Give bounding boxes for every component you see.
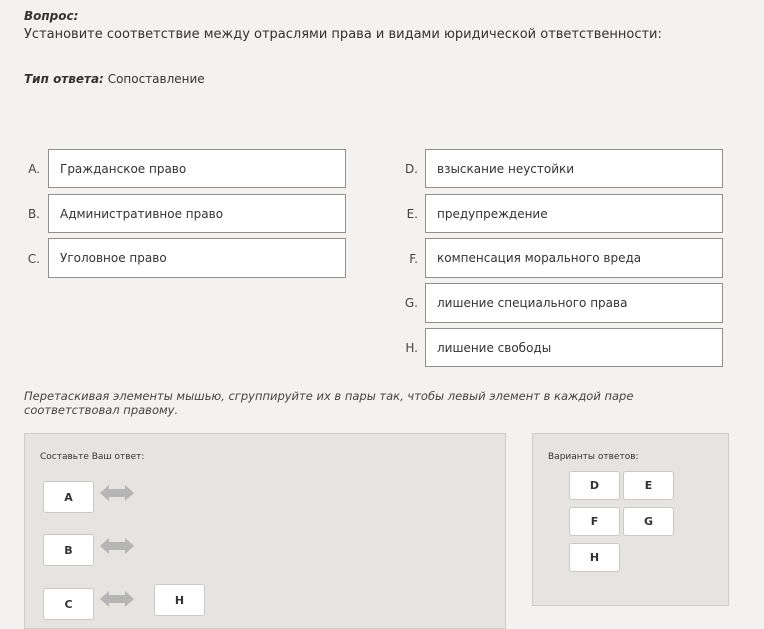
question-label: Вопрос: xyxy=(24,9,79,23)
option-letter-a: A. xyxy=(28,162,40,176)
answer-type-value: Сопоставление xyxy=(107,72,205,86)
answer-slot-b[interactable]: B xyxy=(43,534,94,566)
answer-panel xyxy=(24,433,506,629)
answer-match-c[interactable]: H xyxy=(154,584,205,616)
option-letter-e: E. xyxy=(406,207,418,221)
option-a: Гражданское право xyxy=(48,149,346,188)
option-f: компенсация морального вреда xyxy=(425,238,723,278)
double-arrow-icon xyxy=(100,590,134,608)
double-arrow-icon xyxy=(100,537,134,555)
variant-tile-g[interactable]: G xyxy=(623,507,674,536)
instructions: Перетаскивая элементы мышью, сгруппируйте их в пары так, чтобы левый элемент в каждой паре соответствовал правому. xyxy=(24,389,634,417)
option-c: Уголовное право xyxy=(48,238,346,278)
variant-tile-d[interactable]: D xyxy=(569,471,620,500)
variant-tile-h[interactable]: H xyxy=(569,543,620,572)
option-e: предупреждение xyxy=(425,194,723,233)
option-letter-g: G. xyxy=(404,296,418,310)
answer-type-label: Тип ответа: xyxy=(24,72,104,86)
variants-panel-title: Варианты ответов: xyxy=(548,452,639,462)
double-arrow-icon xyxy=(100,484,134,502)
variant-tile-e[interactable]: E xyxy=(623,471,674,500)
answer-slot-c[interactable]: C xyxy=(43,588,94,620)
option-h: лишение свободы xyxy=(425,328,723,367)
option-letter-f: F. xyxy=(409,252,418,266)
option-letter-b: B. xyxy=(27,207,40,221)
variant-tile-f[interactable]: F xyxy=(569,507,620,536)
answer-panel-title: Составьте Ваш ответ: xyxy=(40,452,145,462)
option-b: Административное право xyxy=(48,194,346,233)
option-d: взыскание неустойки xyxy=(425,149,723,188)
variants-panel xyxy=(532,433,729,606)
answer-type xyxy=(24,72,205,86)
option-letter-c: C. xyxy=(27,252,40,266)
option-g: лишение специального права xyxy=(425,283,723,323)
answer-slot-a[interactable]: A xyxy=(43,481,94,513)
option-letter-h: H. xyxy=(405,341,418,355)
question-text: Установите соответствие между отраслями права и видами юридической ответственности: xyxy=(24,27,662,42)
option-letter-d: D. xyxy=(404,162,418,176)
